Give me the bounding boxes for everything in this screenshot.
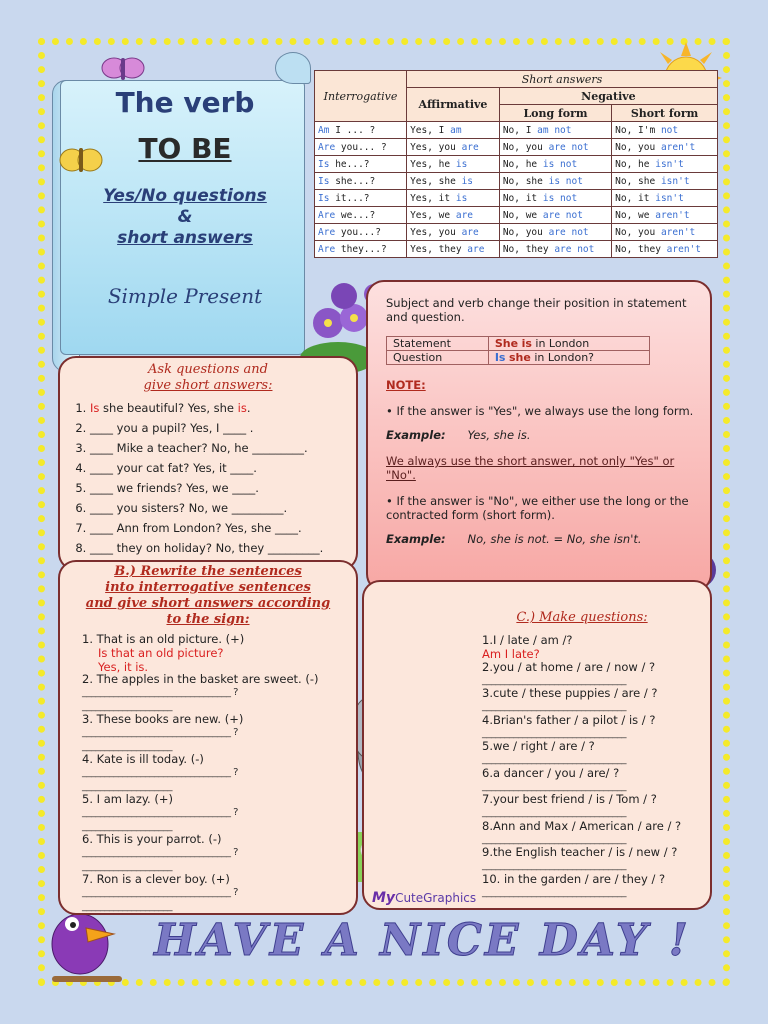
subtitle-amp: & xyxy=(177,207,193,227)
short-answer-line[interactable]: ____________________ xyxy=(82,861,172,872)
exercise-b-item: 3. These books are new. (+) _________________________________ ? ____________________ xyxy=(82,712,352,752)
exercise-a-item: 1. Is she beautiful? Yes, she is. xyxy=(90,398,370,418)
note-rule1: • If the answer is "Yes", we always use the long form. xyxy=(386,404,694,418)
footer-banner: HAVE A NICE DAY ! xyxy=(154,915,691,966)
exercise-a-item: 2. ____ you a pupil? Yes, I ____ . xyxy=(90,418,370,438)
exercise-b-title-line4: to the sign: xyxy=(166,612,250,627)
exercise-b-item: 7. Ron is a clever boy. (+) _________________________________ ? ____________________ xyxy=(82,872,352,912)
exercise-a-item: 7. ____ Ann from London? Yes, she ____. xyxy=(90,518,370,538)
title-to-be: TO BE xyxy=(138,132,232,165)
interrogative-cell: Are you...? xyxy=(315,224,407,241)
title-subtitle xyxy=(60,186,310,249)
note-body xyxy=(386,378,698,546)
exercise-b-title xyxy=(58,564,358,628)
affirmative-cell: Yes, they are xyxy=(407,241,500,258)
exercise-c-item: 3.cute / these puppies / are / ? ________________________________ xyxy=(482,686,704,713)
short-form-cell: No, you aren't xyxy=(612,224,718,241)
exercise-a-item: 5. ____ we friends? Yes, we ____. xyxy=(90,478,370,498)
header-short-form: Short form xyxy=(612,105,718,122)
exercise-b-item: 5. I am lazy. (+) _________________________________ ? ____________________ xyxy=(82,792,352,832)
affirmative-cell: Yes, you are xyxy=(407,224,500,241)
statement-example: She is in London xyxy=(488,337,649,351)
short-answer-line[interactable]: ____________________ xyxy=(82,781,172,792)
answer-line[interactable]: ________________________________ xyxy=(482,833,626,845)
exercise-b-title-line1: B.) Rewrite the sentences xyxy=(114,564,302,579)
answer-line[interactable]: ________________________________ xyxy=(482,701,626,712)
note-rule3: • If the answer is "No", we either use the long or the contracted form (short form). xyxy=(386,494,689,522)
long-form-cell: No, she is not xyxy=(499,173,611,190)
grammar-row xyxy=(315,207,718,224)
exercise-c-item: 2.you / at home / are / now / ? ________________________________ xyxy=(482,660,704,687)
long-form-cell: No, they are not xyxy=(499,241,611,258)
long-form-cell: No, we are not xyxy=(499,207,611,224)
statement-label: Statement xyxy=(387,337,489,351)
answer-line[interactable]: ________________________________ xyxy=(482,780,626,792)
exercise-c-item: 10. in the garden / are / they / ? ________________________________ xyxy=(482,872,704,899)
exercise-b-item: 6. This is your parrot. (-) _________________________________ ? ____________________ xyxy=(82,832,352,872)
subtitle-line2: short answers xyxy=(117,228,253,248)
credit-logo: MyCuteGraphics xyxy=(372,890,477,906)
long-form-cell: No, I am not xyxy=(499,122,611,139)
note-example2: Example: No, she is not. = No, she isn't. xyxy=(386,532,642,546)
exercise-c-item: 8.Ann and Max / American / are / ? ________________________________ xyxy=(482,819,704,846)
exercise-a-item: 3. ____ Mike a teacher? No, he _________. xyxy=(90,438,370,458)
title-tense: Simple Present xyxy=(107,284,263,308)
example-answer: Yes, it is. xyxy=(98,660,149,674)
answer-line[interactable]: _________________________________ ? xyxy=(82,887,238,898)
exercise-a-title xyxy=(58,362,358,394)
affirmative-cell: Yes, it is xyxy=(407,190,500,207)
exercise-b-item: 4. Kate is ill today. (-) _________________________________ ? ____________________ xyxy=(82,752,352,792)
example-answer: Am I late? xyxy=(482,647,540,661)
short-form-cell: No, I'm not xyxy=(612,122,718,139)
interrogative-cell: Are you... ? xyxy=(315,139,407,156)
scroll-curl-top xyxy=(275,52,311,84)
affirmative-cell: Yes, I am xyxy=(407,122,500,139)
interrogative-cell: Are they...? xyxy=(315,241,407,258)
answer-line[interactable]: _________________________________ ? xyxy=(82,687,238,698)
interrogative-cell: Is it...? xyxy=(315,190,407,207)
subtitle-line1: Yes/No questions xyxy=(103,186,267,206)
exercise-a-item: 8. ____ they on holiday? No, they _________. xyxy=(90,538,370,558)
grammar-row xyxy=(315,241,718,258)
short-form-cell: No, you aren't xyxy=(612,139,718,156)
answer-line[interactable]: _________________________________ ? xyxy=(82,807,238,818)
long-form-cell: No, you are not xyxy=(499,139,611,156)
long-form-cell: No, he is not xyxy=(499,156,611,173)
affirmative-cell: Yes, she is xyxy=(407,173,500,190)
answer-line[interactable]: ________________________________ xyxy=(482,886,626,898)
short-form-cell: No, they aren't xyxy=(612,241,718,258)
note-intro: Subject and verb change their position in statement and question. xyxy=(386,296,687,324)
header-long-form: Long form xyxy=(499,105,611,122)
short-answer-line[interactable]: ____________________ xyxy=(82,821,172,832)
answer-line[interactable]: ________________________________ xyxy=(482,754,626,765)
exercise-b-title-line2: into interrogative sentences xyxy=(105,580,311,595)
short-answer-line[interactable]: ____________________ xyxy=(82,701,172,712)
grammar-row xyxy=(315,156,718,173)
short-answer-line[interactable]: ____________________ xyxy=(82,741,172,752)
grammar-row xyxy=(315,139,718,156)
exercise-a-item: 4. ____ your cat fat? Yes, it ____. xyxy=(90,458,370,478)
short-form-cell: No, she isn't xyxy=(612,173,718,190)
short-form-cell: No, he isn't xyxy=(612,156,718,173)
grammar-row xyxy=(315,190,718,207)
statement-question-table xyxy=(386,336,650,365)
exercise-a-list xyxy=(74,398,370,558)
butterfly-icon xyxy=(100,50,146,88)
answer-line[interactable]: ________________________________ xyxy=(482,674,626,686)
exercise-a-title-line1: Ask questions and xyxy=(148,362,268,377)
answer-line[interactable]: ________________________________ xyxy=(482,860,626,871)
answer-line[interactable]: ________________________________ xyxy=(482,727,626,739)
exercise-b-list xyxy=(82,632,352,912)
exercise-c-item: 7.your best friend / is / Tom / ? ________________________________ xyxy=(482,792,704,819)
header-affirmative: Affirmative xyxy=(407,88,500,122)
grammar-table xyxy=(314,70,718,258)
grammar-row xyxy=(315,224,718,241)
exercise-a-item: 6. ____ you sisters? No, we _________. xyxy=(90,498,370,518)
exercise-c-item: 4.Brian's father / a pilot / is / ? ________________________________ xyxy=(482,713,704,740)
exercise-c-list xyxy=(482,633,704,898)
exercise-b-item: 2. The apples in the basket are sweet. (-) _________________________________ ? ____________________ xyxy=(82,672,352,712)
answer-line[interactable]: ________________________________ xyxy=(482,807,626,818)
butterfly-icon xyxy=(58,138,104,184)
interrogative-cell: Am I ... ? xyxy=(315,122,407,139)
short-answer-line[interactable]: ____________________ xyxy=(82,901,172,912)
interrogative-cell: Is she...? xyxy=(315,173,407,190)
exercise-c-item: 6.a dancer / you / are/ ? ________________________________ xyxy=(482,766,704,793)
header-short-answers: Short answers xyxy=(407,71,718,88)
interrogative-cell: Are we...? xyxy=(315,207,407,224)
exercise-a-title-line2: give short answers: xyxy=(143,378,273,393)
short-form-cell: No, we aren't xyxy=(612,207,718,224)
short-form-cell: No, it isn't xyxy=(612,190,718,207)
answer-line[interactable]: _________________________________ ? xyxy=(82,767,238,778)
exercise-c-item: 1.I / late / am /? Am I late? xyxy=(482,633,704,660)
title-verb: The verb xyxy=(115,86,255,119)
grammar-row xyxy=(315,173,718,190)
note-rule2: We always use the short answer, not only "Yes" or "No". xyxy=(386,454,675,482)
grammar-row xyxy=(315,122,718,139)
exercise-c-item: 9.the English teacher / is / new / ? ________________________________ xyxy=(482,845,704,872)
answer-line[interactable]: _________________________________ ? xyxy=(82,727,238,738)
interrogative-cell: Is he...? xyxy=(315,156,407,173)
example-question: Is that an old picture? xyxy=(98,646,224,660)
exercise-c-item: 5.we / right / are / ? ________________________________ xyxy=(482,739,704,766)
exercise-b-title-line3: and give short answers according xyxy=(85,596,331,611)
affirmative-cell: Yes, you are xyxy=(407,139,500,156)
header-interrogative: Interrogative xyxy=(315,71,407,122)
affirmative-cell: Yes, we are xyxy=(407,207,500,224)
exercise-c-title: C.) Make questions: xyxy=(516,610,648,625)
exercise-b-item: 1. That is an old picture. (+) Is that an old picture? Yes, it is. xyxy=(82,632,352,672)
note-example1: Example: Yes, she is. xyxy=(386,428,531,442)
long-form-cell: No, it is not xyxy=(499,190,611,207)
header-negative: Negative xyxy=(499,88,717,105)
answer-line[interactable]: _________________________________ ? xyxy=(82,847,238,858)
long-form-cell: No, you are not xyxy=(499,224,611,241)
question-label: Question xyxy=(387,351,489,365)
affirmative-cell: Yes, he is xyxy=(407,156,500,173)
note-label: NOTE: xyxy=(386,378,426,392)
question-example: Is she in London? xyxy=(488,351,649,365)
